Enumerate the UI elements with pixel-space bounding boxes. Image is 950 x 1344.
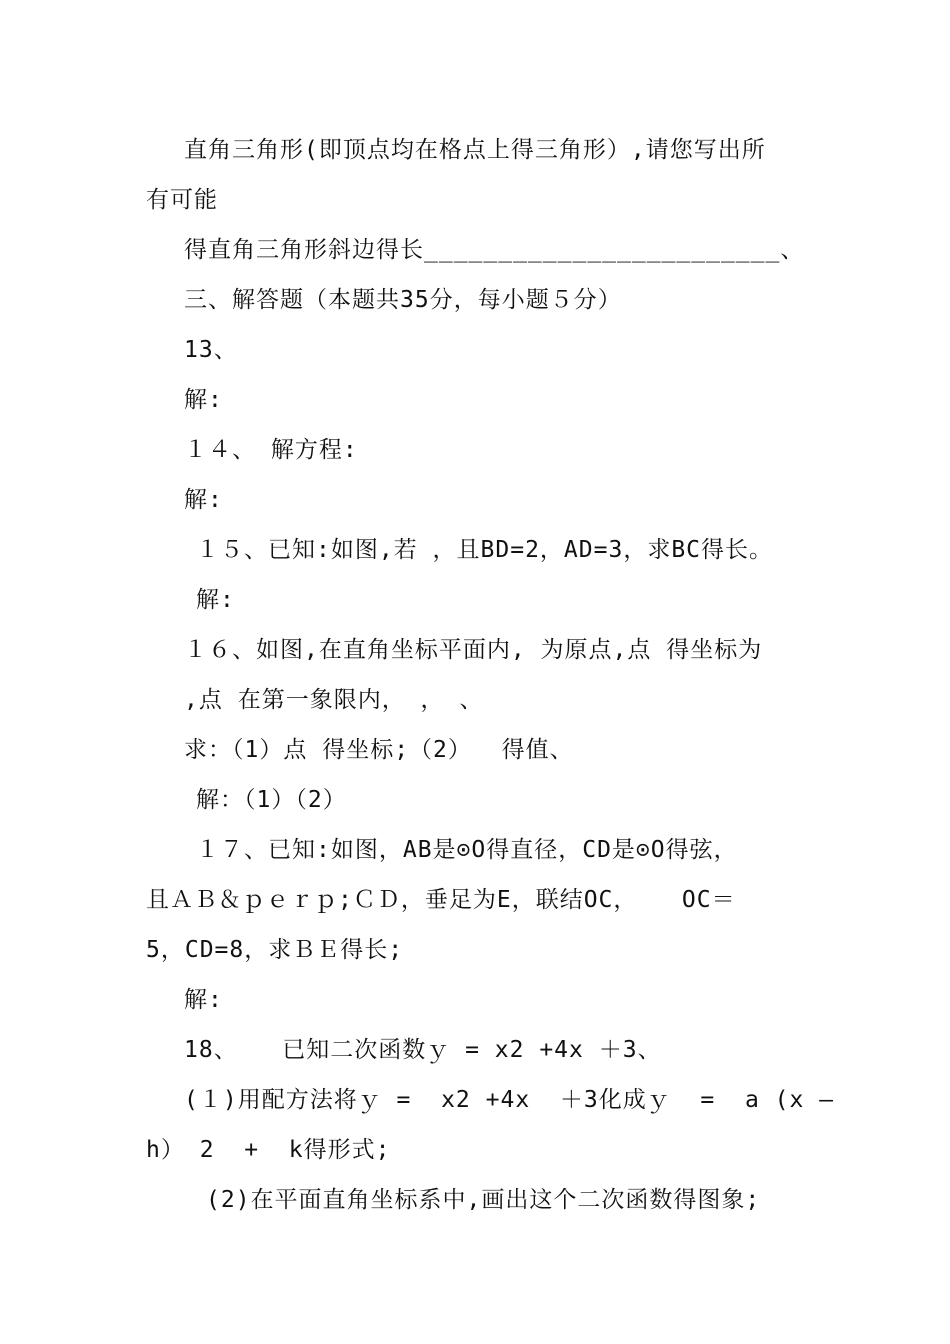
- question-13: 13、: [184, 337, 238, 363]
- answer-13: 解:: [184, 387, 223, 413]
- text-line-1: 直角三角形(即顶点均在格点上得三角形）,请您写出所: [184, 137, 766, 163]
- question-17-line-2: 且ＡＢ＆ｐｅｒｐ;ＣＤ，垂足为E，联结OC， OC＝: [146, 887, 736, 913]
- question-16-line-1: １６、如图,在直角坐标平面内, 为原点,点 得坐标为: [184, 637, 763, 663]
- question-16-line-3: 求：（1）点 得坐标;（2） 得值、: [184, 737, 574, 763]
- answer-15: 解:: [196, 587, 235, 613]
- question-18-line-3: h） 2 + k得形式;: [146, 1137, 391, 1163]
- answer-14: 解:: [184, 487, 223, 513]
- answer-17: 解:: [184, 987, 223, 1013]
- question-17-line-1: １７、已知:如图，AB是⊙O得直径，CD是⊙O得弦，: [196, 837, 738, 863]
- question-16-line-2: ,点 在第一象限内， ， 、: [184, 687, 484, 713]
- question-17-line-3: 5，CD=8，求ＢＥ得长;: [146, 937, 404, 963]
- question-18-line-4: (2)在平面直角坐标系中,画出这个二次函数得图象;: [206, 1187, 761, 1213]
- question-18-line-2: (１)用配方法将ｙ = x2 +4x ＋3化成ｙ = a (x –: [184, 1087, 835, 1113]
- section-heading: 三、解答题（本题共35分，每小题５分）: [184, 287, 622, 313]
- text-line-2: 有可能: [146, 187, 218, 213]
- question-14: １４、 解方程:: [184, 437, 358, 463]
- text-line-3: 得直角三角形斜边得长________________________、: [184, 237, 805, 263]
- question-15: １５、已知:如图,若 ，且BD=2，AD=3，求BC得长。: [196, 537, 774, 563]
- answer-16: 解：（1）（2）: [196, 787, 347, 813]
- question-18-line-1: 18、 已知二次函数ｙ = x2 +4x ＋3、: [184, 1037, 662, 1063]
